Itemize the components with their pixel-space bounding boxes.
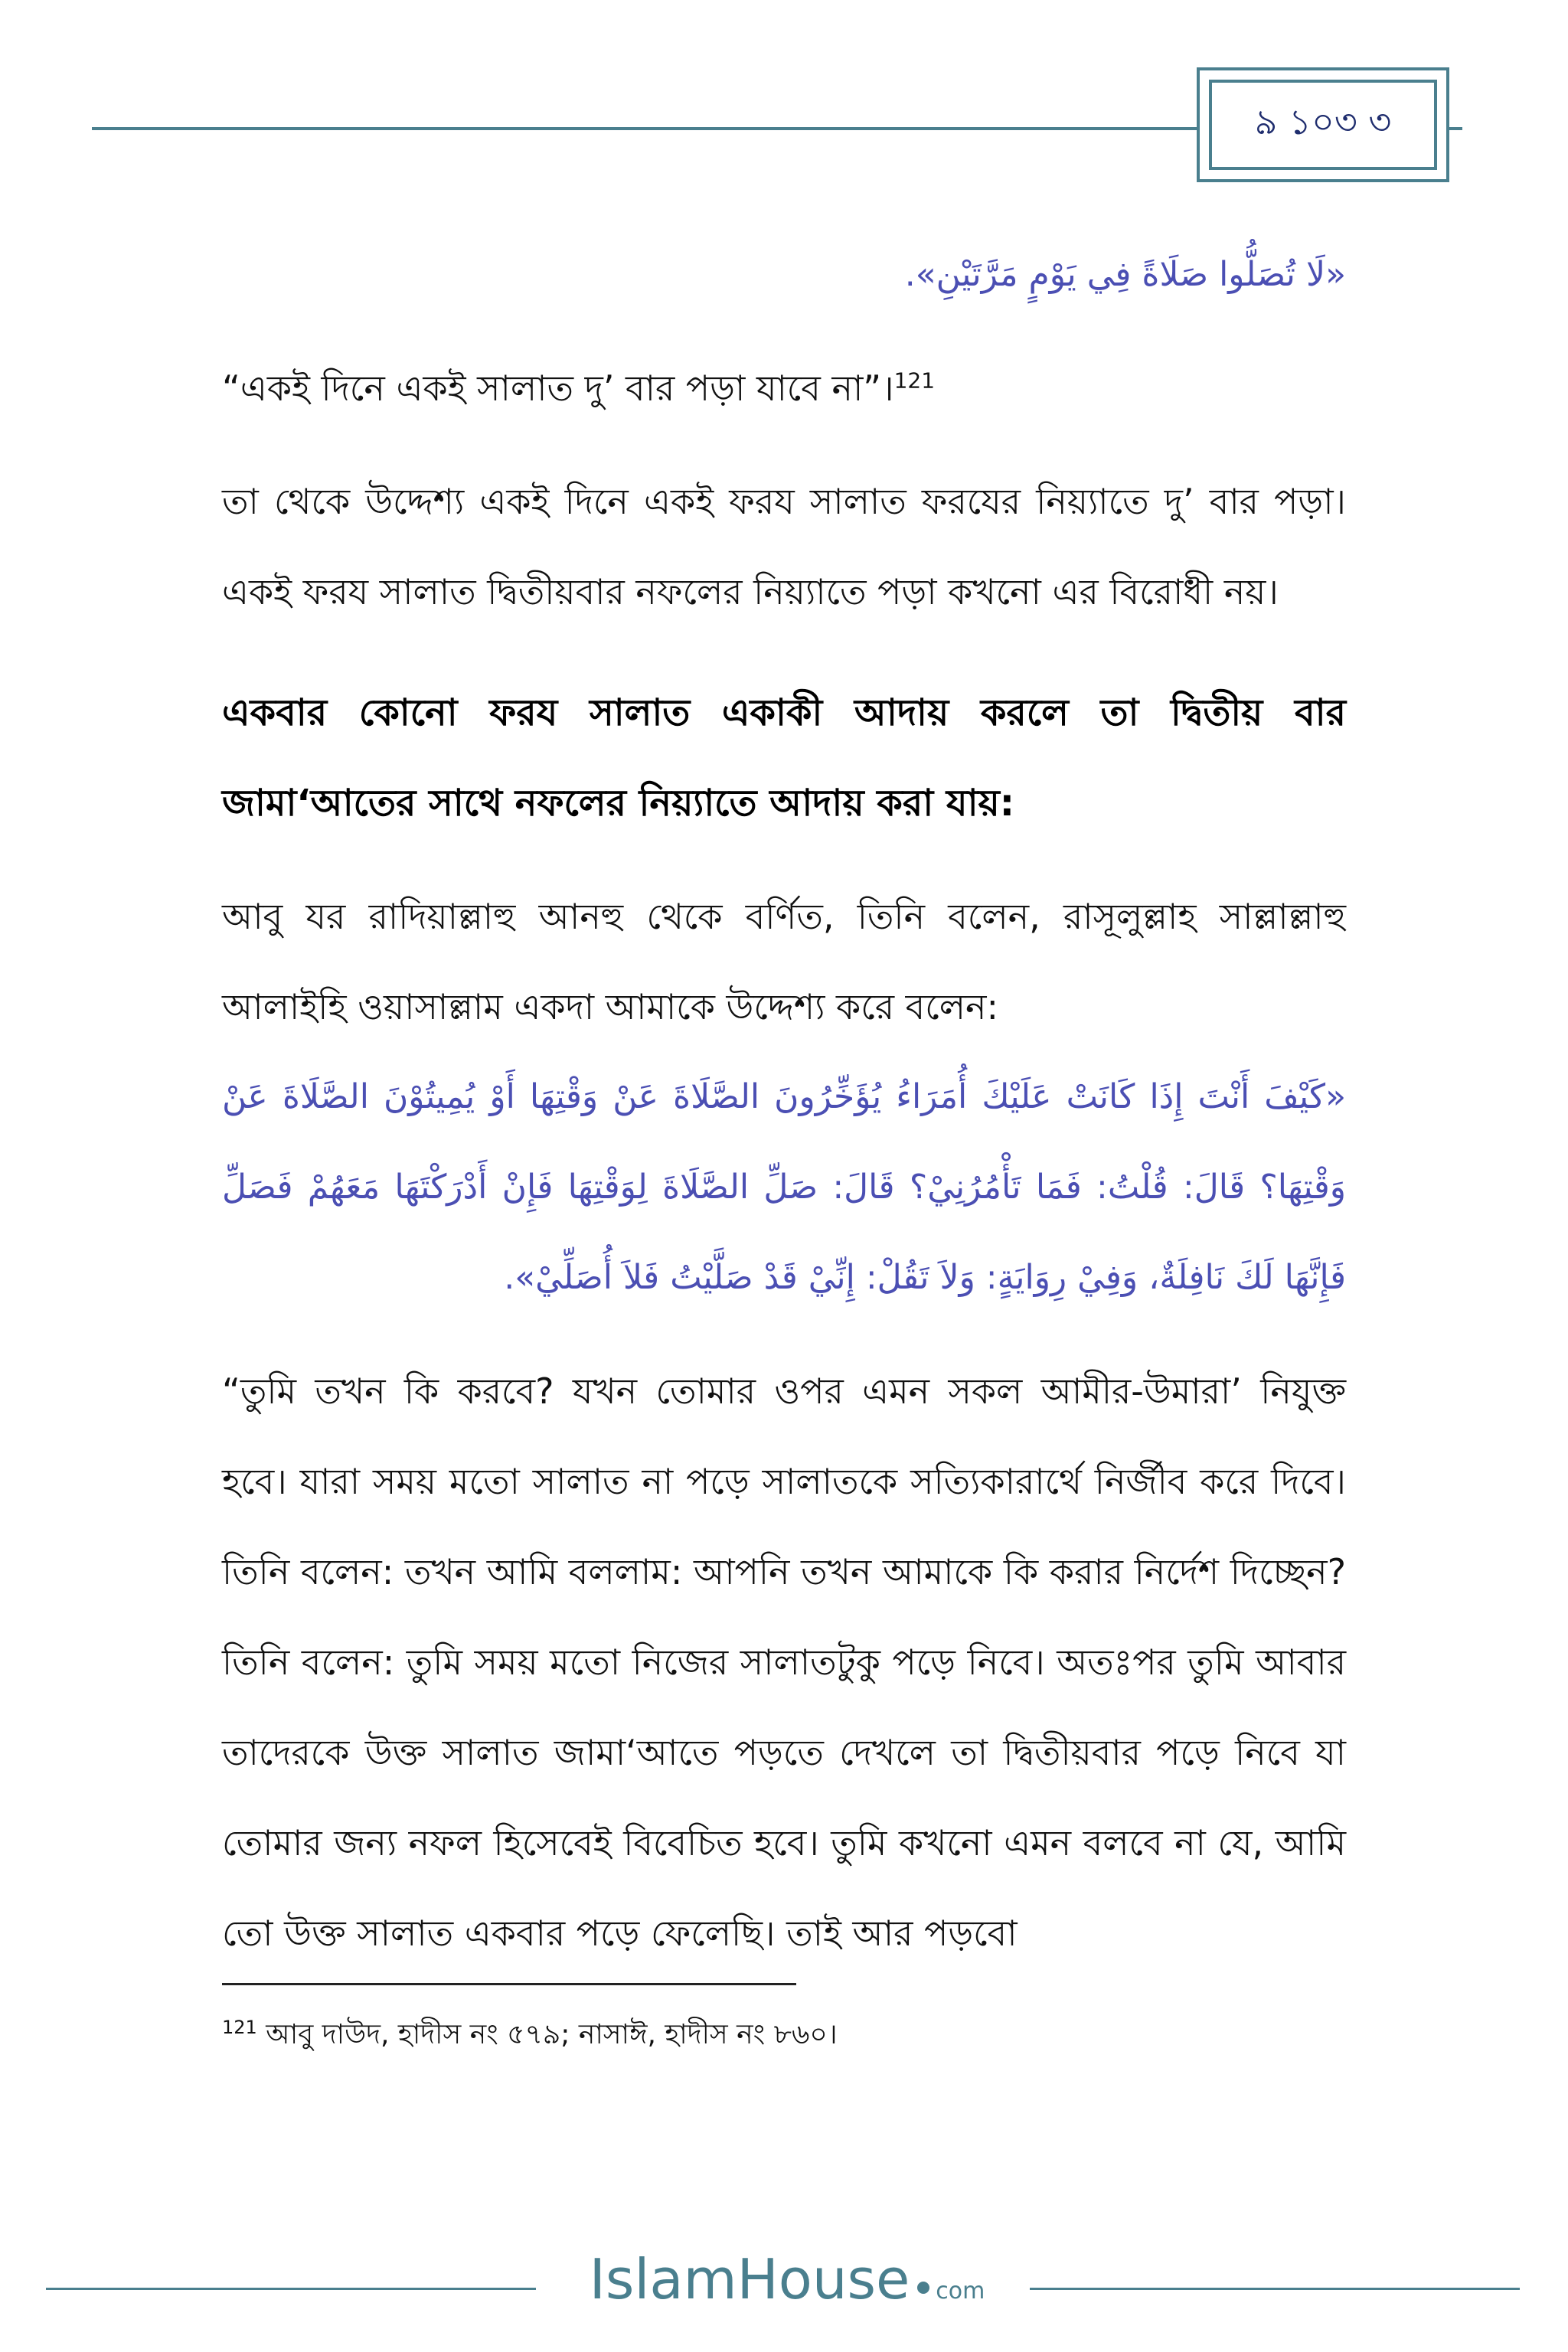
arabic-hadith-2: «كَيْفَ أَنْتَ إِذَا كَانَتْ عَلَيْكَ أُمَرَاءُ يُؤَخِّرُونَ الصَّلَاةَ عَنْ وَقْتِهَا أَوْ يُمِيتُوْنَ الصَّلَاةَ عَنْ وَقْتِهَا؟ قَالَ: قُلْتُ: فَمَا تَأْمُرُنِيْ؟ قَالَ: صَلِّ الصَّلَاةَ لِوَقْتِهَا فَإِنْ أَدْرَكْتَهَا مَعَهُمْ فَصَلِّ فَإِنَّهَا لَكَ نَافِلَةٌ، وَفِيْ رِوَايَةٍ: وَلاَ تَقُلْ: إِنِّيْ قَدْ صَلَّيْتُ فَلاَ أُصَلِّيْ». (222, 1077, 1346, 1297)
translation-1 (222, 343, 1346, 433)
arabic-hadith-1: «لَا تُصَلُّوا صَلَاةً فِي يَوْمٍ مَرَّتَيْنِ». (904, 255, 1346, 294)
logo-dot-icon (917, 2282, 929, 2294)
page-number: ৯ ১০৩ ৩ (1254, 101, 1392, 142)
footnote-number: 121 (222, 2017, 257, 2038)
paragraph-3: “তুমি তখন কি করবে? যখন তোমার ওপর এমন সকল আমীর-উমারা’ নিযুক্ত হবে। যারা সময় মতো সালাত না পড়ে সালাতকে সত্যিকারার্থে নির্জীব করে দিবে। তিনি বলেন: তখন আমি বললাম: আপনি তখন আমাকে কি করার নির্দেশ দিচ্ছেন? তিনি বলেন: তুমি সময় মতো নিজের সালাতটুকু পড়ে নিবে। অতঃপর তুমি আবার তাদেরকে উক্ত সালাত জামা‘আতে পড়তে দেখলে তা দ্বিতীয়বার পড়ে নিবে যা তোমার জন্য নফল হিসেবেই বিবেচিত হবে। তুমি কখনো এমন বলবে না যে, আমি তো উক্ত সালাত একবার পড়ে ফেলেছি। তাই আর পড়বো (222, 1370, 1346, 1954)
footnote-ref[interactable]: 121 (893, 368, 936, 394)
page-number-frame (1209, 80, 1437, 170)
footnote-rule (222, 1983, 796, 1985)
page-number-badge (1197, 67, 1449, 182)
footnote-text: আবু দাউদ, হাদীস নং ৫৭৯; নাসাঈ, হাদীস নং ৮৬০। (256, 2019, 838, 2050)
paragraph-1: তা থেকে উদ্দেশ্য একই দিনে একই ফরয সালাত ফরযের নিয়্যাতে দু’ বার পড়া। একই ফরয সালাত দ্বিতীয়বার নফলের নিয়্যাতে পড়া কখনো এর বিরোধী নয়। (222, 481, 1346, 612)
footer-rule-left (46, 2288, 536, 2290)
logo-text: IslamHouse (589, 2247, 910, 2311)
islamhouse-logo[interactable] (550, 2247, 1024, 2324)
translation-1-text: “একই দিনে একই সালাত দু’ বার পড়া যাবে না”। (222, 368, 894, 409)
section-heading: একবার কোনো ফরয সালাত একাকী আদায় করলে তা দ্বিতীয় বার জামা‘আতের সাথে নফলের নিয়্যাতে আদায় করা যায়: (222, 691, 1346, 825)
paragraph-2: আবু যর রাদিয়াল্লাহু আনহু থেকে বর্ণিত, তিনি বলেন, রাসূলুল্লাহ সাল্লাল্লাহু আলাইহি ওয়াসাল্লাম একদা আমাকে উদ্দেশ্য করে বলেন: (222, 896, 1346, 1027)
logo-suffix: com (936, 2278, 985, 2305)
footer-rule-right (1030, 2288, 1520, 2290)
page-content (222, 230, 1346, 1978)
footnote (222, 2014, 1346, 2060)
